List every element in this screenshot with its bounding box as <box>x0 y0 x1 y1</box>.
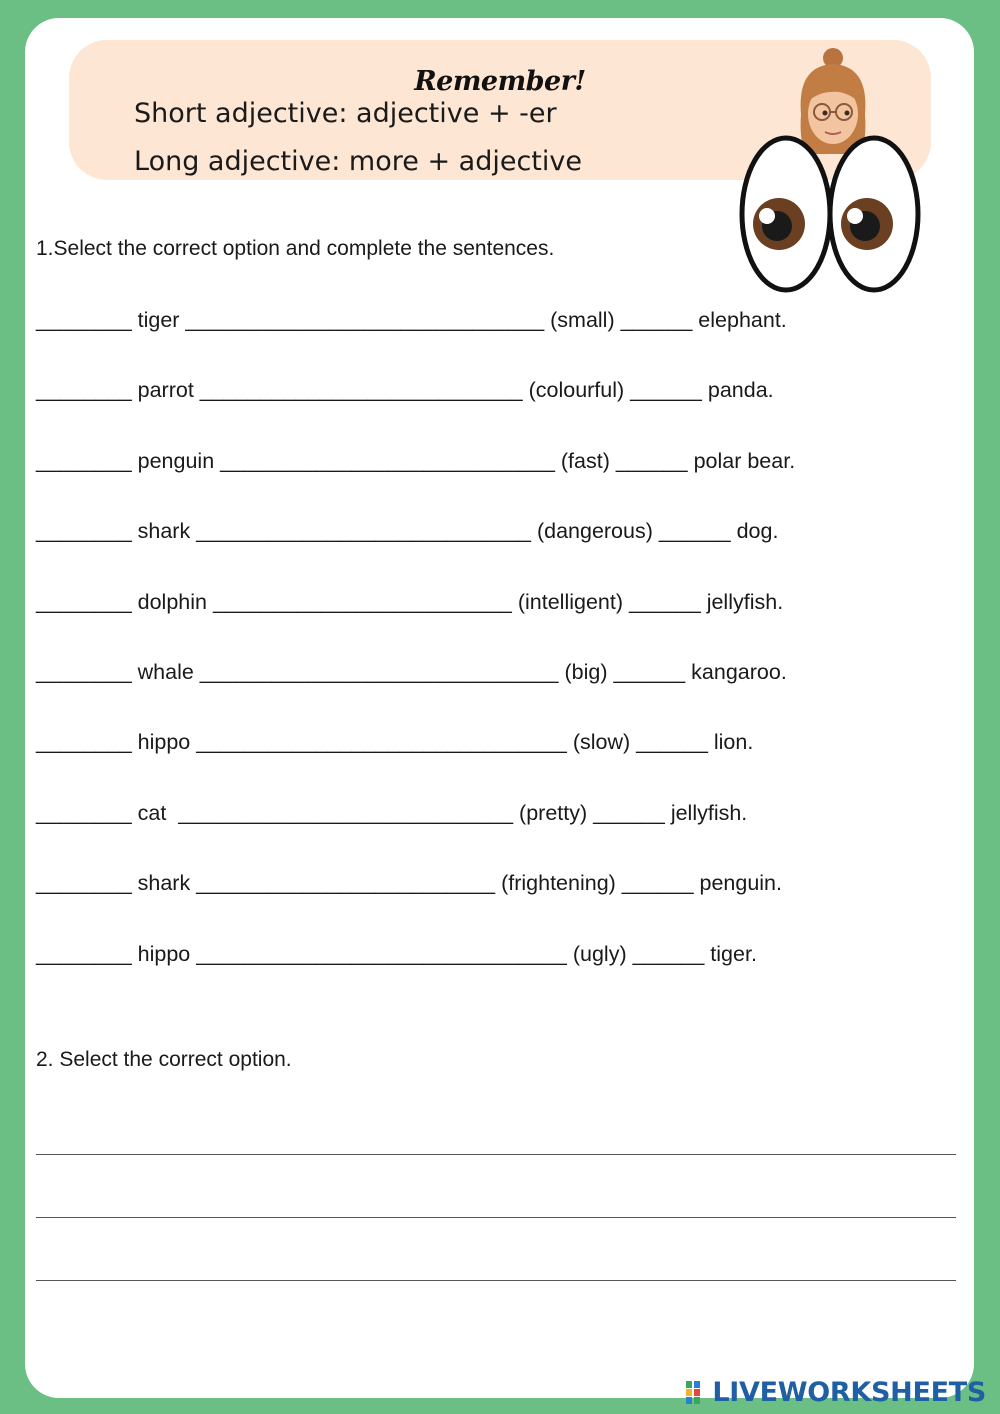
sentence-4[interactable]: ________ shark ____________________________ (dangerous) ______ dog. <box>36 519 779 544</box>
sentence-6[interactable]: ________ whale ______________________________ (big) ______ kangaroo. <box>36 659 787 684</box>
sentence-2[interactable]: ________ parrot ___________________________ (colourful) ______ panda. <box>36 378 774 403</box>
liveworksheets-logo-icon <box>686 1381 708 1405</box>
sentence-1[interactable]: ________ tiger ______________________________ (small) ______ elephant. <box>36 308 787 332</box>
answer-line-3[interactable] <box>36 1280 956 1281</box>
teacher-avatar-with-eyes-illustration <box>735 44 935 304</box>
answer-line-1[interactable] <box>36 1154 956 1155</box>
remember-title: Remember! <box>414 66 586 97</box>
exercise-1-sentences <box>36 307 966 1011</box>
liveworksheets-brand[interactable] <box>686 1377 986 1408</box>
sentence-9[interactable]: ________ shark _________________________ (frightening) ______ penguin. <box>36 871 782 896</box>
exercise-2-instruction: 2. Select the correct option. <box>36 1048 292 1071</box>
exercise-1-instruction: 1.Select the correct option and complete the sentences. <box>36 237 555 260</box>
sentence-5[interactable]: ________ dolphin _________________________ (intelligent) ______ jellyfish. <box>36 589 784 614</box>
sentence-10[interactable]: ________ hippo _______________________________ (ugly) ______ tiger. <box>36 941 757 966</box>
worksheet-page <box>25 18 974 1398</box>
sentence-3[interactable]: ________ penguin ____________________________ (fast) ______ polar bear. <box>36 448 796 473</box>
answer-line-2[interactable] <box>36 1217 956 1218</box>
short-adjective-rule: Short adjective: adjective + -er <box>134 98 557 129</box>
sentence-7[interactable]: ________ hippo _______________________________ (slow) ______ lion. <box>36 730 754 755</box>
sentence-8[interactable]: ________ cat ____________________________ (pretty) ______ jellyfish. <box>36 800 748 825</box>
long-adjective-rule: Long adjective: more + adjective <box>134 146 582 177</box>
brand-name: LIVEWORKSHEETS <box>712 1377 986 1408</box>
